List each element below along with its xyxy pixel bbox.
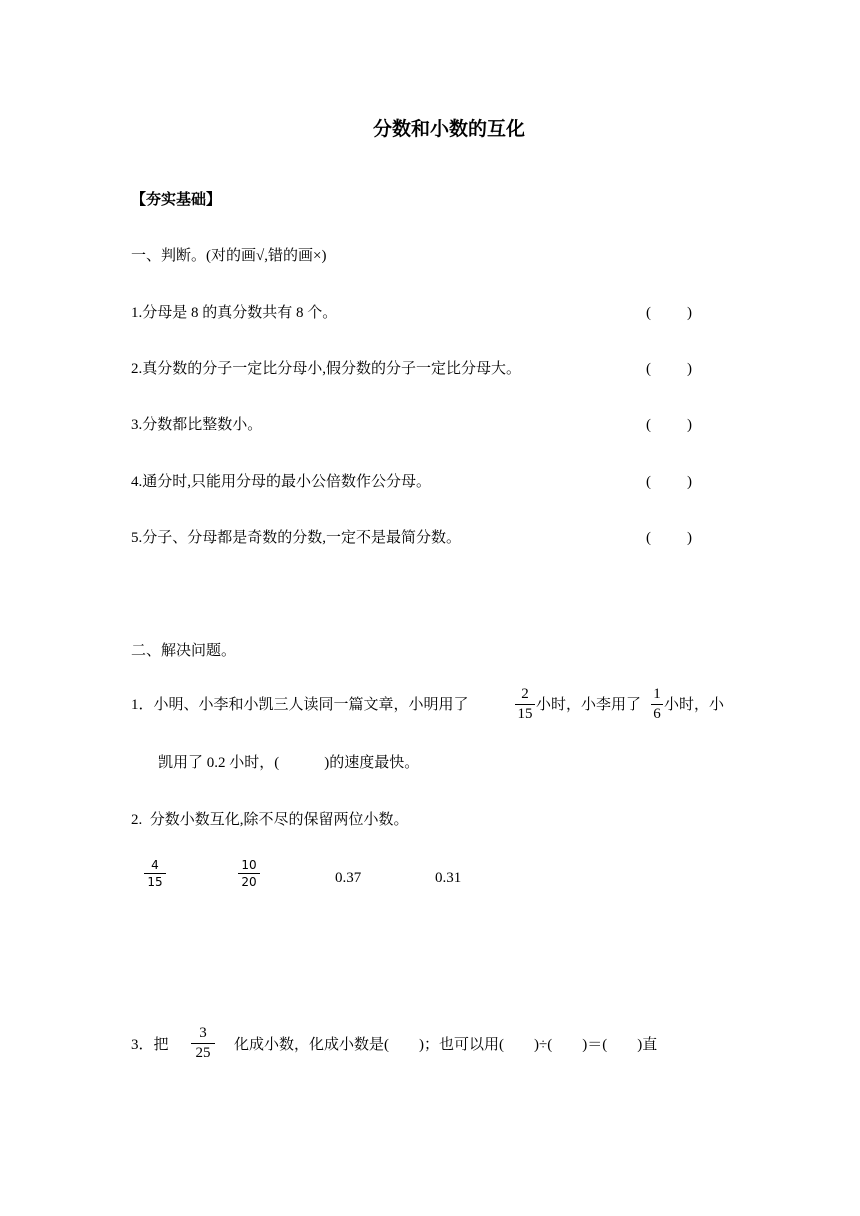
q2-decimal-0-31: 0.31 [435, 870, 462, 886]
fraction-numerator: 3 [199, 1025, 207, 1041]
fraction-numerator: 10 [241, 858, 257, 872]
q2-fraction-4-15 [144, 858, 166, 889]
section-label: 【夯实基础】 [131, 192, 222, 208]
paren-close: ) [687, 361, 692, 377]
fraction-bar [191, 1043, 215, 1044]
fraction-denominator: 25 [195, 1045, 211, 1061]
part1-heading: 一、判断。(对的画√,错的画×) [131, 248, 327, 264]
paren-open: ( [646, 417, 651, 433]
fraction-denominator: 15 [517, 706, 533, 722]
paren-open: ( [646, 305, 651, 321]
judgment-item-5: 5.分子、分母都是奇数的分数,一定不是最简分数。 [131, 530, 462, 546]
q3-prefix: 3．把 [131, 1037, 169, 1053]
q2-fraction-10-20 [238, 858, 260, 889]
fraction-denominator: 15 [147, 875, 163, 889]
fraction-denominator: 6 [653, 706, 661, 722]
q2-text: 2. 分数小数互化,除不尽的保留两位小数。 [131, 812, 409, 828]
q3-fraction-3-25 [191, 1025, 215, 1062]
q1-text-seg1: 1．小明、小李和小凯三人读同一篇文章，小明用了 [131, 697, 469, 713]
judgment-item-4: 4.通分时,只能用分母的最小公倍数作公分母。 [131, 474, 432, 490]
part2-heading: 二、解决问题。 [131, 643, 237, 659]
paren-open: ( [646, 361, 651, 377]
q1-text-seg2: 小时，小李用了 [536, 697, 642, 713]
fraction-bar [238, 873, 260, 874]
fraction-bar [651, 704, 663, 705]
q1-fraction-2-15 [515, 686, 535, 723]
judgment-item-2: 2.真分数的分子一定比分母小,假分数的分子一定比分母大。 [131, 361, 522, 377]
q1-text-line2: 凯用了 0.2 小时，( )的速度最快。 [158, 755, 420, 771]
fraction-bar [144, 873, 166, 874]
paren-close: ) [687, 417, 692, 433]
paren-close: ) [687, 305, 692, 321]
judgment-item-3: 3.分数都比整数小。 [131, 417, 263, 433]
fraction-numerator: 2 [521, 686, 529, 702]
fraction-numerator: 1 [653, 686, 661, 702]
paren-close: ) [687, 530, 692, 546]
fraction-denominator: 20 [241, 875, 257, 889]
fraction-bar [515, 704, 535, 705]
q1-fraction-1-6 [651, 686, 663, 723]
paren-open: ( [646, 530, 651, 546]
page-title: 分数和小数的互化 [373, 119, 526, 140]
paren-open: ( [646, 474, 651, 490]
q2-decimal-0-37: 0.37 [335, 870, 362, 886]
q3-suffix: 化成小数，化成小数是( )；也可以用( )÷( )＝( )直 [234, 1037, 658, 1053]
judgment-item-1: 1.分母是 8 的真分数共有 8 个。 [131, 305, 338, 321]
paren-close: ) [687, 474, 692, 490]
q1-text-seg3: 小时，小 [664, 697, 725, 713]
fraction-numerator: 4 [151, 858, 159, 872]
